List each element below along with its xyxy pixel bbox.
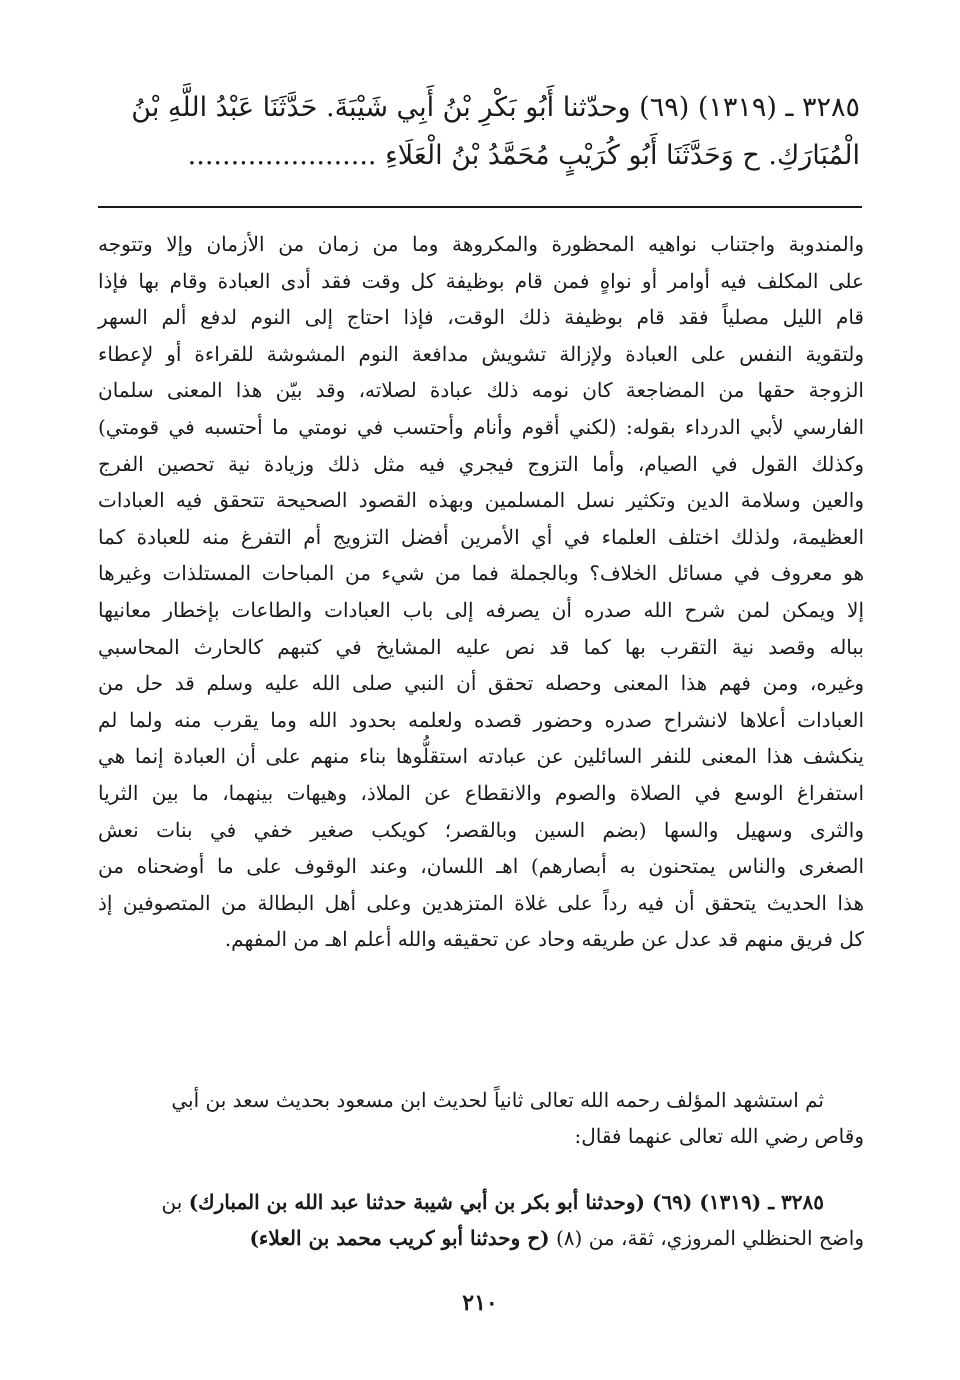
commentary-line: والمندوبة واجتناب نواهيه المحظورة والمكروهة وما من زمان من الأزمان وإلا وتتوجه [98, 232, 864, 256]
commentary-line: إلا ويمكن لمن شرح الله صدره أن يصرفه إلى باب العبادات والطاعات بإخطار معانيها [98, 597, 864, 622]
hadith-line-2: الْمُبَارَكِ. ح وَحَدَّثَنَا أَبُو كُرَيْبٍ مُحَمَّدُ بْنُ الْعَلَاءِ ...................... [187, 140, 860, 171]
sharh-line-2 [98, 1220, 864, 1256]
commentary-line: قام الليل مصلياً فقد قام بوظيفة ذلك الوقت، فإذا احتاج إلى النوم لدفع ألم السهر [98, 305, 864, 330]
commentary-line: هو معروف في مسائل الخلاف؟ وبالجملة فما من شيء من المباحات المستلذات وغيرها [98, 561, 864, 586]
commentary-line: ولتقوية النفس على العبادة ولإزالة تشويش مدافعة النوم المشوشة للقراءة أو لإعطاء [98, 341, 864, 366]
page-number: ٢١٠ [462, 1290, 498, 1316]
sharh-bold-text: ٣٢٨٥ ـ (١٣١٩) (٦٩) (وحدثنا أبو بكر بن أبي شيبة حدثنا عبد الله بن المبارك) [188, 1190, 824, 1214]
sharh-line-1 [98, 1184, 864, 1220]
hadith-text [100, 84, 860, 180]
commentary-line: هذا الحديث يتحقق أن فيه رداً على غلاة المتزهدين وعلى أهل البطالة من المتصوفين إذ [98, 890, 864, 915]
commentary-block [98, 226, 864, 958]
sharh-bold-text: (ح وحدثنا أبو كريب محمد بن العلاء) [249, 1226, 550, 1250]
commentary-line: الصغرى والناس يمتحنون به أبصارهم) اهـ اللسان، وعند الوقوف على ما أوضحناه من [98, 854, 864, 879]
commentary-line: ينكشف هذا المعنى للنفر السائلين عن عبادته استقلُّوها بناء منهم على أن العبادة إنما هي [98, 744, 864, 769]
commentary-line: العظيمة، ولذلك اختلف العلماء في أي الأمرين أفضل التزويج أم التفرغ منه للعبادة كما [98, 524, 864, 549]
commentary-line: الفارسي لأبي الدرداء بقوله: (لكني أقوم وأنام وأحتسب في نومتي ما أحتسبه في قومتي) [98, 414, 864, 439]
commentary-line: والعين وسلامة الدين وتكثير نسل المسلمين وبهذه القصود الصحيحة تتحقق فيه العبادات [98, 488, 864, 513]
separator-rule [98, 206, 862, 208]
commentary-line: بباله وقصد نية التقرب بها كما قد نص عليه المشايخ في كتبهم كالحارث المحاسبي [98, 634, 864, 659]
commentary-line: والثرى وسهيل والسها (بضم السين وبالقصر؛ كويكب صغير خفي في بنات نعش [98, 817, 864, 842]
sharh-paragraph [98, 1184, 864, 1256]
commentary-line: على المكلف فيه أوامر أو نواهٍ فمن قام بوظيفة كل وقت فقد أدى العبادة وقام بها فإذا [98, 268, 864, 293]
intro-paragraph [98, 1082, 864, 1154]
commentary-line: الزوجة حقها من المضاجعة كان نومه ذلك عبادة لصلاته، وقد بيّن هذا المعنى سلمان [98, 378, 864, 403]
commentary-line: كل فريق منهم قد عدل عن طريقه وحاد عن تحقيقه والله أعلم اهـ من المفهم. [224, 927, 864, 952]
commentary-line: وغيره، ومن فهم هذا المعنى وحصله تحقق أن النبي صلى الله عليه وسلم قد حل من [98, 671, 864, 696]
intro-line-2: وقاص رضي الله تعالى عنهما فقال: [574, 1124, 864, 1148]
hadith-line-1: ٣٢٨٥ ـ (١٣١٩) (٦٩) وحدّثنا أَبُو بَكْرِ بْنُ أَبِي شَيْبَةَ. حَدَّثَنَا عَبْدُ اللَّهِ بْنُ [131, 92, 860, 123]
sharh-plain-text: بن [161, 1190, 189, 1214]
commentary-line: وكذلك القول في الصيام، وأما التزوج فيجري فيه مثل ذلك وزيادة نية تحصين الفرج [98, 451, 864, 476]
sharh-plain-text: واضح الحنظلي المروزي، ثقة، من (٨) [549, 1226, 864, 1250]
intro-line-1: ثم استشهد المؤلف رحمه الله تعالى ثانياً لحديث ابن مسعود بحديث سعد بن أبي [171, 1088, 824, 1112]
commentary-line: استفراغ الوسع في الصلاة والصوم والانقطاع عن الملاذ، وهيهات بينهما، ما بين الثريا [98, 780, 864, 805]
commentary-line: العبادات أعلاها لانشراح صدره وحضور قصده ولعلمه بحدود الله وما يقرب منه ولما لم [98, 707, 864, 732]
